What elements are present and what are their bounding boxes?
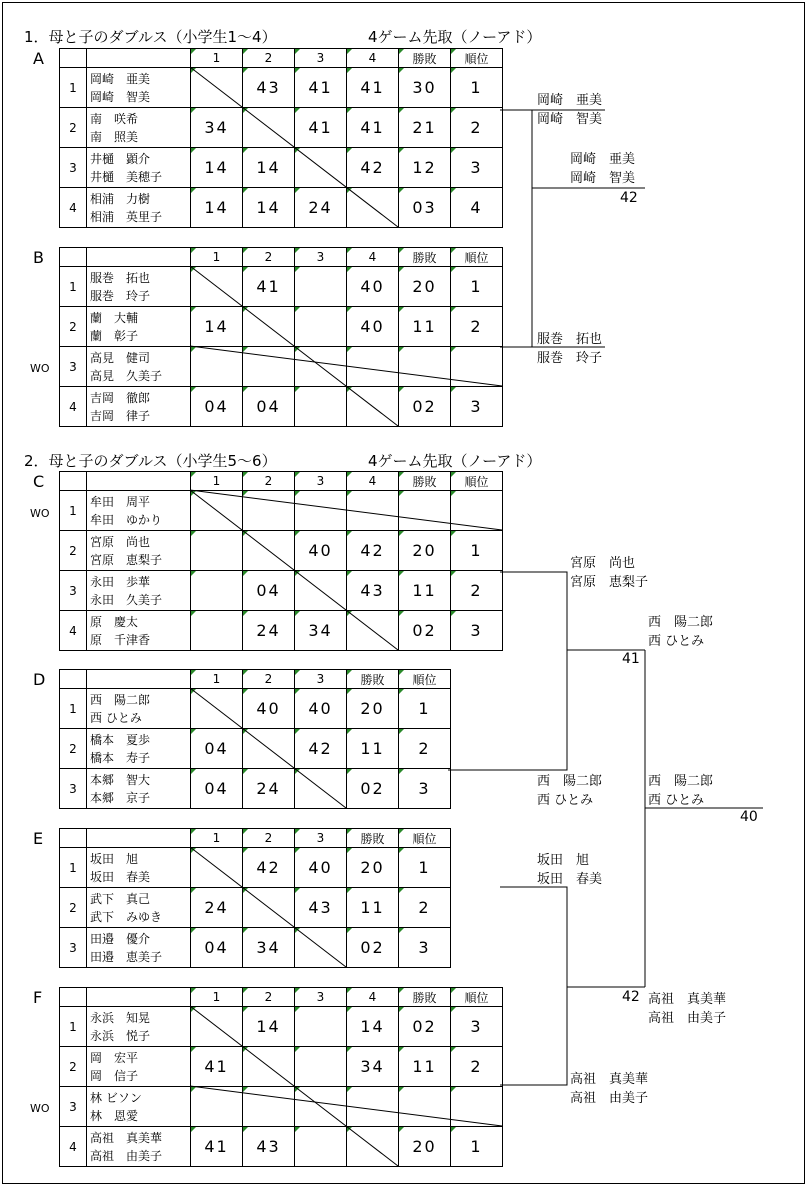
player-name: 橋本 夏歩 bbox=[90, 732, 151, 747]
match-score: 41 bbox=[347, 108, 399, 148]
section-2-rule: 4ゲーム先取（ノーアド） bbox=[368, 452, 542, 470]
player-name: 本郷 京子 bbox=[90, 790, 151, 805]
match-score: 04 bbox=[191, 928, 243, 968]
player-name: 田邉 恵美子 bbox=[90, 949, 163, 964]
player-name: 田邉 優介 bbox=[90, 931, 151, 946]
player-name: 永田 歩華 bbox=[90, 574, 151, 589]
win-loss: 11 bbox=[347, 888, 399, 928]
match-score: 04 bbox=[191, 729, 243, 769]
player-number: 2 bbox=[60, 108, 87, 148]
bracket-2-champion: 西 陽二郎 西 ひとみ bbox=[648, 774, 714, 808]
player-name: 南 照美 bbox=[90, 129, 139, 144]
player-name: 高見 久美子 bbox=[90, 368, 163, 383]
rank: 2 bbox=[399, 729, 451, 769]
match-score: 04 bbox=[243, 571, 295, 611]
rank: 1 bbox=[451, 68, 503, 108]
header-opponent: 4 bbox=[347, 988, 399, 1007]
bracket-2-ef-score: 42 bbox=[622, 989, 640, 1005]
match-score: 24 bbox=[295, 188, 347, 228]
match-score: 24 bbox=[243, 611, 295, 651]
player-name: 吉岡 徹郎 bbox=[90, 390, 151, 405]
group-a-label: A bbox=[33, 49, 44, 68]
player-name: 岡 宏平 bbox=[90, 1050, 139, 1065]
bracket-2-cd-winner: 西 陽二郎 西 ひとみ bbox=[648, 615, 714, 649]
header-opponent: 2 bbox=[243, 829, 295, 848]
player-name: 本郷 智大 bbox=[90, 772, 151, 787]
player-number: 4 bbox=[60, 188, 87, 228]
win-loss: 20 bbox=[347, 848, 399, 888]
match-score: 40 bbox=[243, 689, 295, 729]
group-c-label: C bbox=[33, 472, 45, 491]
rank: 2 bbox=[451, 1047, 503, 1087]
header-opponent: 2 bbox=[243, 472, 295, 491]
player-name: 武下 みゆき bbox=[90, 909, 163, 924]
match-score: 34 bbox=[191, 108, 243, 148]
header-win-loss: 勝敗 bbox=[399, 49, 451, 68]
bracket-2-final-score: 40 bbox=[740, 809, 758, 825]
player-name: 高見 健司 bbox=[90, 350, 151, 365]
player-name: 高祖 由美子 bbox=[90, 1148, 163, 1163]
player-name: 永浜 知晃 bbox=[90, 1010, 151, 1025]
player-number: 3 bbox=[60, 769, 87, 809]
player-number: 1 bbox=[60, 68, 87, 108]
group-f-label: F bbox=[33, 988, 43, 1007]
player-name: 井樋 美穂子 bbox=[90, 169, 163, 184]
match-score: 41 bbox=[295, 68, 347, 108]
rank: 2 bbox=[451, 307, 503, 347]
player-number: 1 bbox=[60, 1007, 87, 1047]
match-score: 14 bbox=[191, 188, 243, 228]
rank: 1 bbox=[399, 689, 451, 729]
player-name: 武下 真己 bbox=[90, 891, 151, 906]
header-opponent: 3 bbox=[295, 472, 347, 491]
header-opponent: 2 bbox=[243, 988, 295, 1007]
player-number: 1 bbox=[60, 267, 87, 307]
bracket-2-d-winner: 西 陽二郎 西 ひとみ bbox=[537, 774, 603, 808]
header-opponent: 1 bbox=[191, 829, 243, 848]
win-loss: 02 bbox=[399, 1007, 451, 1047]
match-score: 14 bbox=[243, 1007, 295, 1047]
header-opponent: 1 bbox=[191, 670, 243, 689]
section-1-rule: 4ゲーム先取（ノーアド） bbox=[368, 28, 542, 46]
player-name: 服巻 拓也 bbox=[90, 270, 151, 285]
player-number: 1 bbox=[60, 491, 87, 531]
rank: 3 bbox=[399, 769, 451, 809]
player-number: 4 bbox=[60, 387, 87, 427]
player-name: 永田 久美子 bbox=[90, 592, 163, 607]
match-score: 34 bbox=[347, 1047, 399, 1087]
bracket-2-c-winner: 宮原 尚也 宮原 恵梨子 bbox=[570, 556, 649, 590]
header-win-loss: 勝敗 bbox=[399, 248, 451, 267]
match-score: 41 bbox=[347, 68, 399, 108]
player-name: 西 陽二郎 bbox=[90, 692, 151, 707]
match-score: 40 bbox=[347, 267, 399, 307]
rank: 1 bbox=[451, 531, 503, 571]
match-score: 40 bbox=[295, 531, 347, 571]
header-rank: 順位 bbox=[451, 988, 503, 1007]
rank: 2 bbox=[451, 108, 503, 148]
win-loss: 02 bbox=[347, 769, 399, 809]
group-d-label: D bbox=[33, 670, 46, 689]
player-name: 服巻 玲子 bbox=[90, 288, 151, 303]
match-score: 14 bbox=[191, 307, 243, 347]
win-loss: 20 bbox=[399, 267, 451, 307]
rank: 2 bbox=[399, 888, 451, 928]
match-score: 41 bbox=[295, 108, 347, 148]
match-score: 42 bbox=[347, 148, 399, 188]
win-loss: 20 bbox=[399, 531, 451, 571]
player-name: 原 慶太 bbox=[90, 614, 139, 629]
player-number: 2 bbox=[60, 531, 87, 571]
player-name: 橋本 寿子 bbox=[90, 750, 151, 765]
player-name: 相浦 英里子 bbox=[90, 209, 163, 224]
player-name: 牟田 ゆかり bbox=[90, 512, 163, 527]
player-name: 坂田 春美 bbox=[90, 869, 151, 884]
match-score: 24 bbox=[243, 769, 295, 809]
match-score: 41 bbox=[191, 1127, 243, 1167]
match-score: 04 bbox=[191, 769, 243, 809]
player-number: 3 bbox=[60, 1087, 87, 1127]
player-name: 坂田 旭 bbox=[90, 851, 139, 866]
player-number: 3 bbox=[60, 571, 87, 611]
header-rank: 順位 bbox=[451, 49, 503, 68]
rank: 3 bbox=[451, 611, 503, 651]
match-score: 43 bbox=[243, 68, 295, 108]
rank: 4 bbox=[451, 188, 503, 228]
header-opponent: 3 bbox=[295, 49, 347, 68]
bracket-2-cd-score: 41 bbox=[622, 651, 640, 667]
bracket-1-champion: 岡崎 亜美 岡崎 智美 bbox=[570, 152, 636, 186]
player-name: 林 恩愛 bbox=[90, 1108, 139, 1123]
player-name: 蘭 彰子 bbox=[90, 328, 139, 343]
match-score: 43 bbox=[243, 1127, 295, 1167]
bracket-2-e-winner: 坂田 旭 坂田 春美 bbox=[537, 853, 603, 887]
win-loss: 02 bbox=[399, 611, 451, 651]
match-score: 41 bbox=[243, 267, 295, 307]
match-score: 40 bbox=[295, 848, 347, 888]
player-number: 2 bbox=[60, 888, 87, 928]
rank: 1 bbox=[451, 1127, 503, 1167]
match-score: 40 bbox=[295, 689, 347, 729]
header-rank: 順位 bbox=[451, 248, 503, 267]
player-name: 蘭 大輔 bbox=[90, 310, 139, 325]
group-b-label: B bbox=[33, 248, 44, 267]
header-opponent: 3 bbox=[295, 670, 347, 689]
match-score: 42 bbox=[295, 729, 347, 769]
match-score: 41 bbox=[191, 1047, 243, 1087]
match-score: 14 bbox=[243, 188, 295, 228]
group-e-label: E bbox=[33, 829, 44, 848]
match-score: 24 bbox=[191, 888, 243, 928]
bracket-1-final-score: 42 bbox=[620, 190, 638, 206]
header-win-loss: 勝敗 bbox=[347, 670, 399, 689]
section-2-title: 2．母と子のダブルス（小学生5～6） bbox=[24, 452, 277, 470]
player-name: 吉岡 律子 bbox=[90, 408, 151, 423]
win-loss: 02 bbox=[347, 928, 399, 968]
header-opponent: 3 bbox=[295, 248, 347, 267]
match-score: 14 bbox=[191, 148, 243, 188]
header-opponent: 1 bbox=[191, 472, 243, 491]
header-opponent: 1 bbox=[191, 49, 243, 68]
wo-mark-c1: WO bbox=[30, 507, 50, 520]
section-1-title: 1．母と子のダブルス（小学生1～4） bbox=[24, 28, 277, 46]
header-opponent: 4 bbox=[347, 248, 399, 267]
header-win-loss: 勝敗 bbox=[399, 472, 451, 491]
header-opponent: 2 bbox=[243, 670, 295, 689]
rank: 3 bbox=[399, 928, 451, 968]
win-loss: 11 bbox=[399, 1047, 451, 1087]
match-score: 43 bbox=[295, 888, 347, 928]
bracket-1-b-winner: 服巻 拓也 服巻 玲子 bbox=[537, 332, 603, 366]
header-rank: 順位 bbox=[451, 472, 503, 491]
win-loss: 20 bbox=[347, 689, 399, 729]
player-name: 南 咲希 bbox=[90, 111, 139, 126]
header-opponent: 1 bbox=[191, 248, 243, 267]
player-number: 2 bbox=[60, 729, 87, 769]
match-score: 34 bbox=[295, 611, 347, 651]
win-loss: 11 bbox=[399, 571, 451, 611]
win-loss: 11 bbox=[399, 307, 451, 347]
player-name: 高祖 真美華 bbox=[90, 1130, 163, 1145]
player-number: 3 bbox=[60, 347, 87, 387]
win-loss: 30 bbox=[399, 68, 451, 108]
header-opponent: 1 bbox=[191, 988, 243, 1007]
match-score: 14 bbox=[347, 1007, 399, 1047]
match-score: 42 bbox=[347, 531, 399, 571]
header-rank: 順位 bbox=[399, 829, 451, 848]
header-opponent: 3 bbox=[295, 988, 347, 1007]
player-number: 3 bbox=[60, 148, 87, 188]
player-name: 岡 信子 bbox=[90, 1068, 139, 1083]
player-number: 4 bbox=[60, 611, 87, 651]
player-number: 4 bbox=[60, 1127, 87, 1167]
player-number: 1 bbox=[60, 848, 87, 888]
match-score: 04 bbox=[191, 387, 243, 427]
rank: 3 bbox=[451, 148, 503, 188]
match-score: 42 bbox=[243, 848, 295, 888]
header-opponent: 4 bbox=[347, 472, 399, 491]
header-opponent: 3 bbox=[295, 829, 347, 848]
bracket-2-ef-winner: 高祖 真美華 高祖 由美子 bbox=[648, 992, 727, 1026]
rank: 1 bbox=[399, 848, 451, 888]
player-name: 相浦 力樹 bbox=[90, 191, 151, 206]
player-name: 宮原 恵梨子 bbox=[90, 552, 163, 567]
header-rank: 順位 bbox=[399, 670, 451, 689]
header-opponent: 2 bbox=[243, 49, 295, 68]
header-opponent: 4 bbox=[347, 49, 399, 68]
player-number: 3 bbox=[60, 928, 87, 968]
rank: 1 bbox=[451, 267, 503, 307]
player-name: 宮原 尚也 bbox=[90, 534, 151, 549]
win-loss: 20 bbox=[399, 1127, 451, 1167]
wo-mark-b3: WO bbox=[30, 362, 50, 375]
wo-mark-f3: WO bbox=[30, 1102, 50, 1115]
bracket-1-a-winner: 岡崎 亜美 岡崎 智美 bbox=[537, 93, 603, 127]
win-loss: 12 bbox=[399, 148, 451, 188]
player-name: 岡崎 智美 bbox=[90, 89, 151, 104]
win-loss: 21 bbox=[399, 108, 451, 148]
match-score: 04 bbox=[243, 387, 295, 427]
player-number: 2 bbox=[60, 307, 87, 347]
player-name: 原 千津香 bbox=[90, 632, 151, 647]
player-name: 永浜 悦子 bbox=[90, 1028, 151, 1043]
player-name: 林 ビソン bbox=[90, 1090, 142, 1105]
player-name: 西 ひとみ bbox=[90, 710, 142, 725]
rank: 2 bbox=[451, 571, 503, 611]
win-loss: 11 bbox=[347, 729, 399, 769]
player-name: 井樋 顕介 bbox=[90, 151, 151, 166]
header-win-loss: 勝敗 bbox=[347, 829, 399, 848]
match-score: 34 bbox=[243, 928, 295, 968]
player-name: 牟田 周平 bbox=[90, 494, 151, 509]
bracket-2-f-winner: 高祖 真美華 高祖 由美子 bbox=[570, 1072, 649, 1106]
rank: 3 bbox=[451, 387, 503, 427]
match-score: 14 bbox=[243, 148, 295, 188]
match-score: 40 bbox=[347, 307, 399, 347]
player-number: 2 bbox=[60, 1047, 87, 1087]
match-score: 43 bbox=[347, 571, 399, 611]
win-loss: 03 bbox=[399, 188, 451, 228]
player-number: 1 bbox=[60, 689, 87, 729]
header-win-loss: 勝敗 bbox=[399, 988, 451, 1007]
player-name: 岡崎 亜美 bbox=[90, 71, 151, 86]
rank: 3 bbox=[451, 1007, 503, 1047]
header-opponent: 2 bbox=[243, 248, 295, 267]
win-loss: 02 bbox=[399, 387, 451, 427]
